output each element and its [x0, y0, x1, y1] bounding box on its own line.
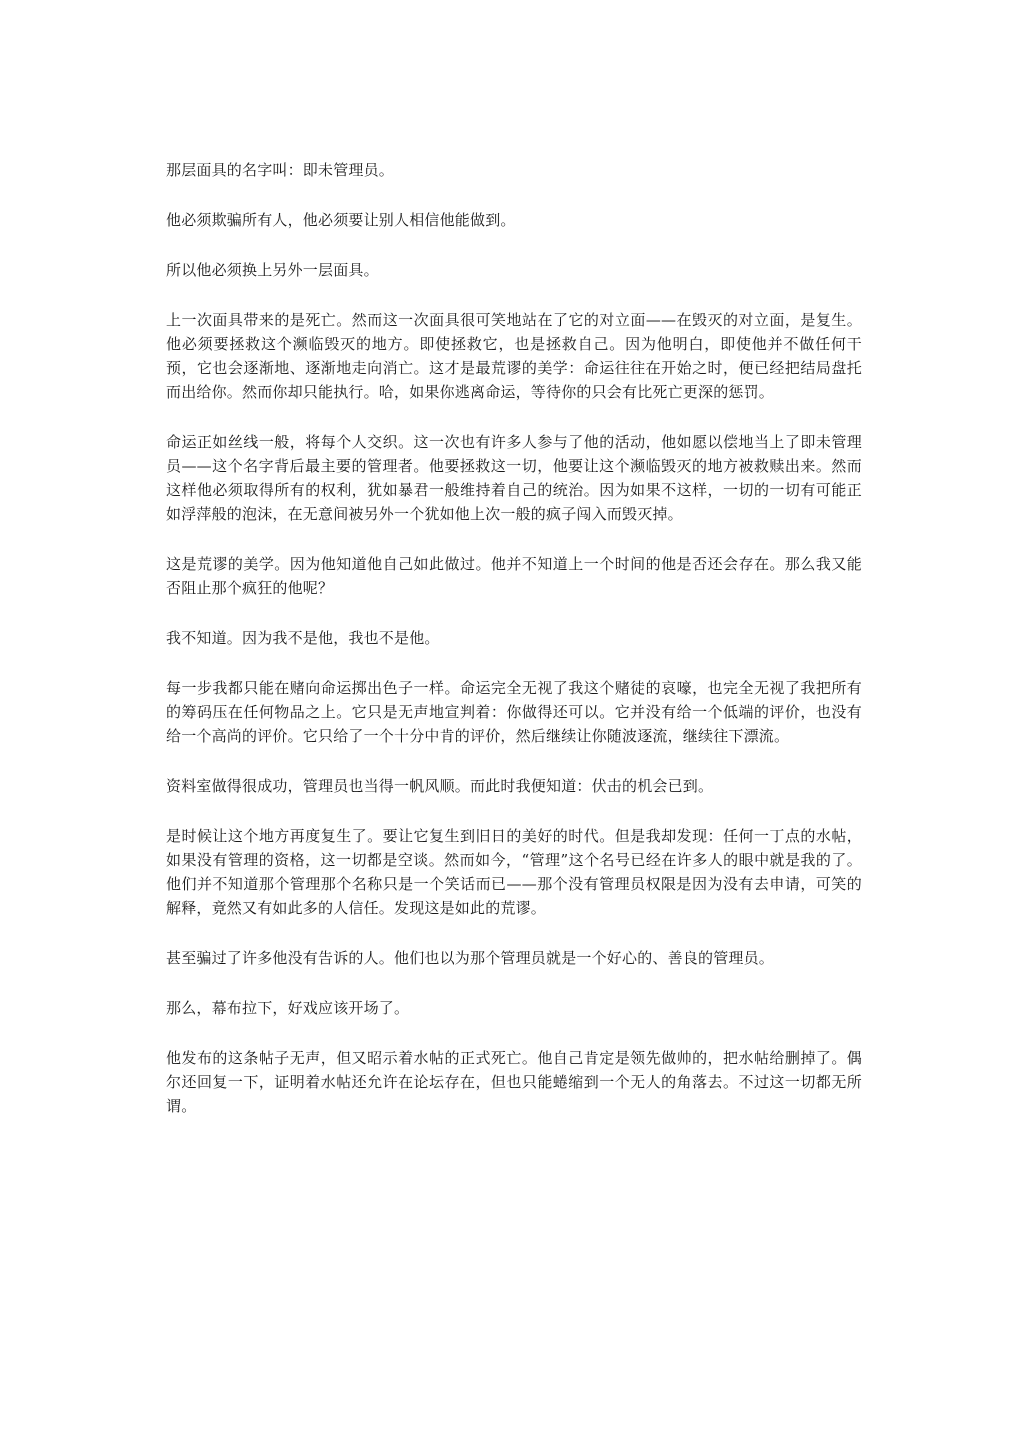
paragraph: 所以他必须换上另外一层面具。: [166, 261, 379, 279]
paragraph: 资料室做得很成功，管理员也当得一帆风顺。而此时我便知道：伏击的机会已到。: [166, 777, 714, 795]
paragraph: 那么，幕布拉下，好戏应该开场了。: [166, 999, 410, 1017]
paragraph: 我不知道。因为我不是他，我也不是他。: [166, 629, 440, 647]
paragraph: 他必须欺骗所有人，他必须要让别人相信他能做到。: [166, 211, 516, 229]
document-body: [166, 158, 862, 1144]
paragraph: 是时候让这个地方再度复生了。要让它复生到旧日的美好的时代。但是我却发现：任何一丁点的水帖，如果没有管理的资格，这一切都是空谈。然而如今，“管理”这个名号已经在许多人的眼中就是我的了。他们并不知道那个管理那个名称只是一个笑话而已——那个没有管理员权限是因为没有去申请，可笑的解释，竟然又有如此多的人信任。发现这是如此的荒谬。: [166, 827, 862, 917]
paragraph: 那层面具的名字叫：即未管理员。: [166, 161, 395, 179]
paragraph: 甚至骗过了许多他没有告诉的人。他们也以为那个管理员就是一个好心的、善良的管理员。: [166, 949, 775, 967]
paragraph: 他发布的这条帖子无声，但又昭示着水帖的正式死亡。他自己肯定是领先做帅的，把水帖给删掉了。偶尔还回复一下，证明着水帖还允许在论坛存在，但也只能蜷缩到一个无人的角落去。不过这一切都无所谓。: [166, 1049, 862, 1115]
paragraph: 这是荒谬的美学。因为他知道他自己如此做过。他并不知道上一个时间的他是否还会存在。那么我又能否阻止那个疯狂的他呢？: [166, 555, 862, 597]
paragraph: 每一步我都只能在赌向命运掷出色子一样。命运完全无视了我这个赌徒的哀嚎，也完全无视了我把所有的筹码压在任何物品之上。它只是无声地宣判着：你做得还可以。它并没有给一个低端的评价，也没有给一个高尚的评价。它只给了一个十分中肯的评价，然后继续让你随波逐流，继续往下漂流。: [166, 679, 862, 745]
paragraph: 命运正如丝线一般，将每个人交织。这一次也有许多人参与了他的活动，他如愿以偿地当上了即未管理员——这个名字背后最主要的管理者。他要拯救这一切，他要让这个濒临毁灭的地方被救赎出来。然而这样他必须取得所有的权利，犹如暴君一般维持着自己的统治。因为如果不这样，一切的一切有可能正如浮萍般的泡沫，在无意间被另外一个犹如他上次一般的疯子闯入而毁灭掉。: [166, 433, 862, 523]
paragraph: 上一次面具带来的是死亡。然而这一次面具很可笑地站在了它的对立面——在毁灭的对立面，是复生。他必须要拯救这个濒临毁灭的地方。即使拯救它，也是拯救自己。因为他明白，即使他并不做任何干预，它也会逐渐地、逐渐地走向消亡。这才是最荒谬的美学：命运往往在开始之时，便已经把结局盘托而出给你。然而你却只能执行。哈，如果你逃离命运，等待你的只会有比死亡更深的惩罚。: [166, 311, 862, 401]
